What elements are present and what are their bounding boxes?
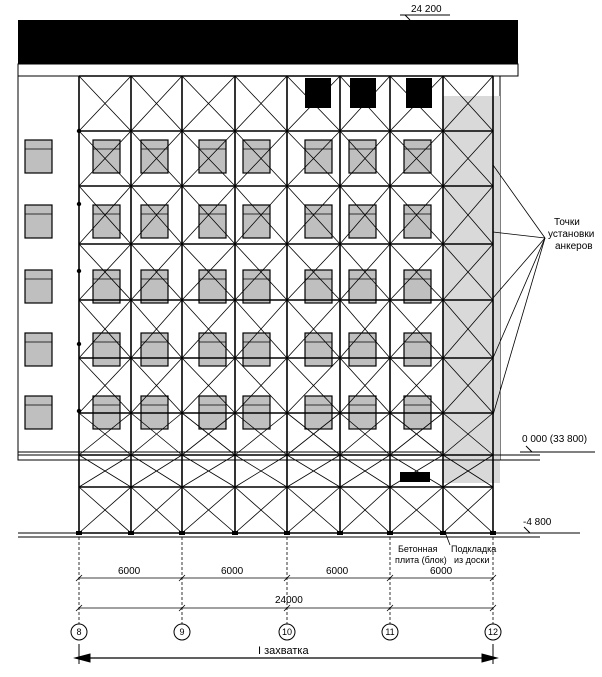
window — [141, 270, 168, 303]
anchors-label-line2: установки — [548, 229, 595, 240]
axis-bubble-11 — [382, 624, 398, 640]
pad-label-line2: из доски — [454, 555, 490, 565]
window — [404, 270, 431, 303]
slab-label-line1: Бетонная — [398, 544, 438, 554]
window — [404, 140, 431, 173]
dimension-bay-3: 6000 — [326, 566, 349, 577]
anchor-point — [77, 269, 81, 273]
hatched-bay — [443, 96, 500, 483]
pad-label-line1: Подкладка — [451, 544, 497, 554]
window — [25, 333, 52, 366]
window — [25, 270, 52, 303]
axis-label-11: 11 — [385, 627, 395, 637]
dimension-bay-4: 6000 — [430, 566, 453, 577]
axis-label-10: 10 — [281, 627, 293, 637]
window — [349, 333, 376, 366]
roof-slab — [18, 20, 518, 64]
window — [349, 205, 376, 238]
axis-bubble-12 — [485, 624, 501, 640]
elevation-bottom-label: -4 800 — [523, 517, 552, 528]
anchor-leader-line — [493, 238, 545, 298]
anchor-point — [77, 409, 81, 413]
window — [243, 140, 270, 173]
window — [243, 333, 270, 366]
window — [93, 205, 120, 238]
window — [305, 270, 332, 303]
dimension-bay-1: 6000 — [118, 566, 141, 577]
axis-label-12: 12 — [487, 627, 499, 637]
axis-bubble-8 — [71, 624, 87, 640]
axis-bubble-9 — [174, 624, 190, 640]
anchor-leader-line — [493, 165, 545, 238]
section-arrow-head-left — [75, 654, 90, 662]
anchor-leader-line — [493, 238, 545, 358]
window — [25, 396, 52, 429]
anchor-leader-line — [493, 238, 545, 415]
anchor-point — [77, 342, 81, 346]
attic-window — [305, 78, 331, 108]
anchors-label-line1: Точки — [554, 217, 580, 228]
window — [305, 140, 332, 173]
attic-window — [350, 78, 376, 108]
window — [199, 333, 226, 366]
elevation-top-label: 24 200 — [411, 4, 442, 15]
anchor-leader-line — [493, 232, 545, 238]
elevation-ground-label: 0 000 (33 800) — [522, 434, 588, 445]
window — [141, 205, 168, 238]
anchors-label-line3: анкеров — [555, 241, 593, 252]
axis-bubble-10 — [279, 624, 295, 640]
elevation-top-tick — [405, 15, 410, 20]
elevation-ground-tick — [526, 446, 532, 452]
anchor-point — [77, 202, 81, 206]
axis-label-9: 9 — [179, 627, 185, 637]
window — [404, 205, 431, 238]
window — [305, 333, 332, 366]
window — [93, 270, 120, 303]
pad-leader — [445, 532, 450, 545]
basement-window — [400, 472, 430, 482]
section-label: I захватка — [258, 645, 309, 657]
dimension-overall: 24000 — [275, 595, 303, 606]
anchor-point — [77, 129, 81, 133]
anchor-leaders — [493, 165, 545, 415]
window — [25, 205, 52, 238]
axis-label-8: 8 — [76, 627, 82, 637]
window — [25, 140, 52, 173]
section-arrow-head-right — [482, 654, 497, 662]
parapet-band — [18, 64, 518, 76]
attic-window — [406, 78, 432, 108]
slab-label-line2: плита (блок) — [395, 555, 447, 565]
dimension-bay-2: 6000 — [221, 566, 244, 577]
